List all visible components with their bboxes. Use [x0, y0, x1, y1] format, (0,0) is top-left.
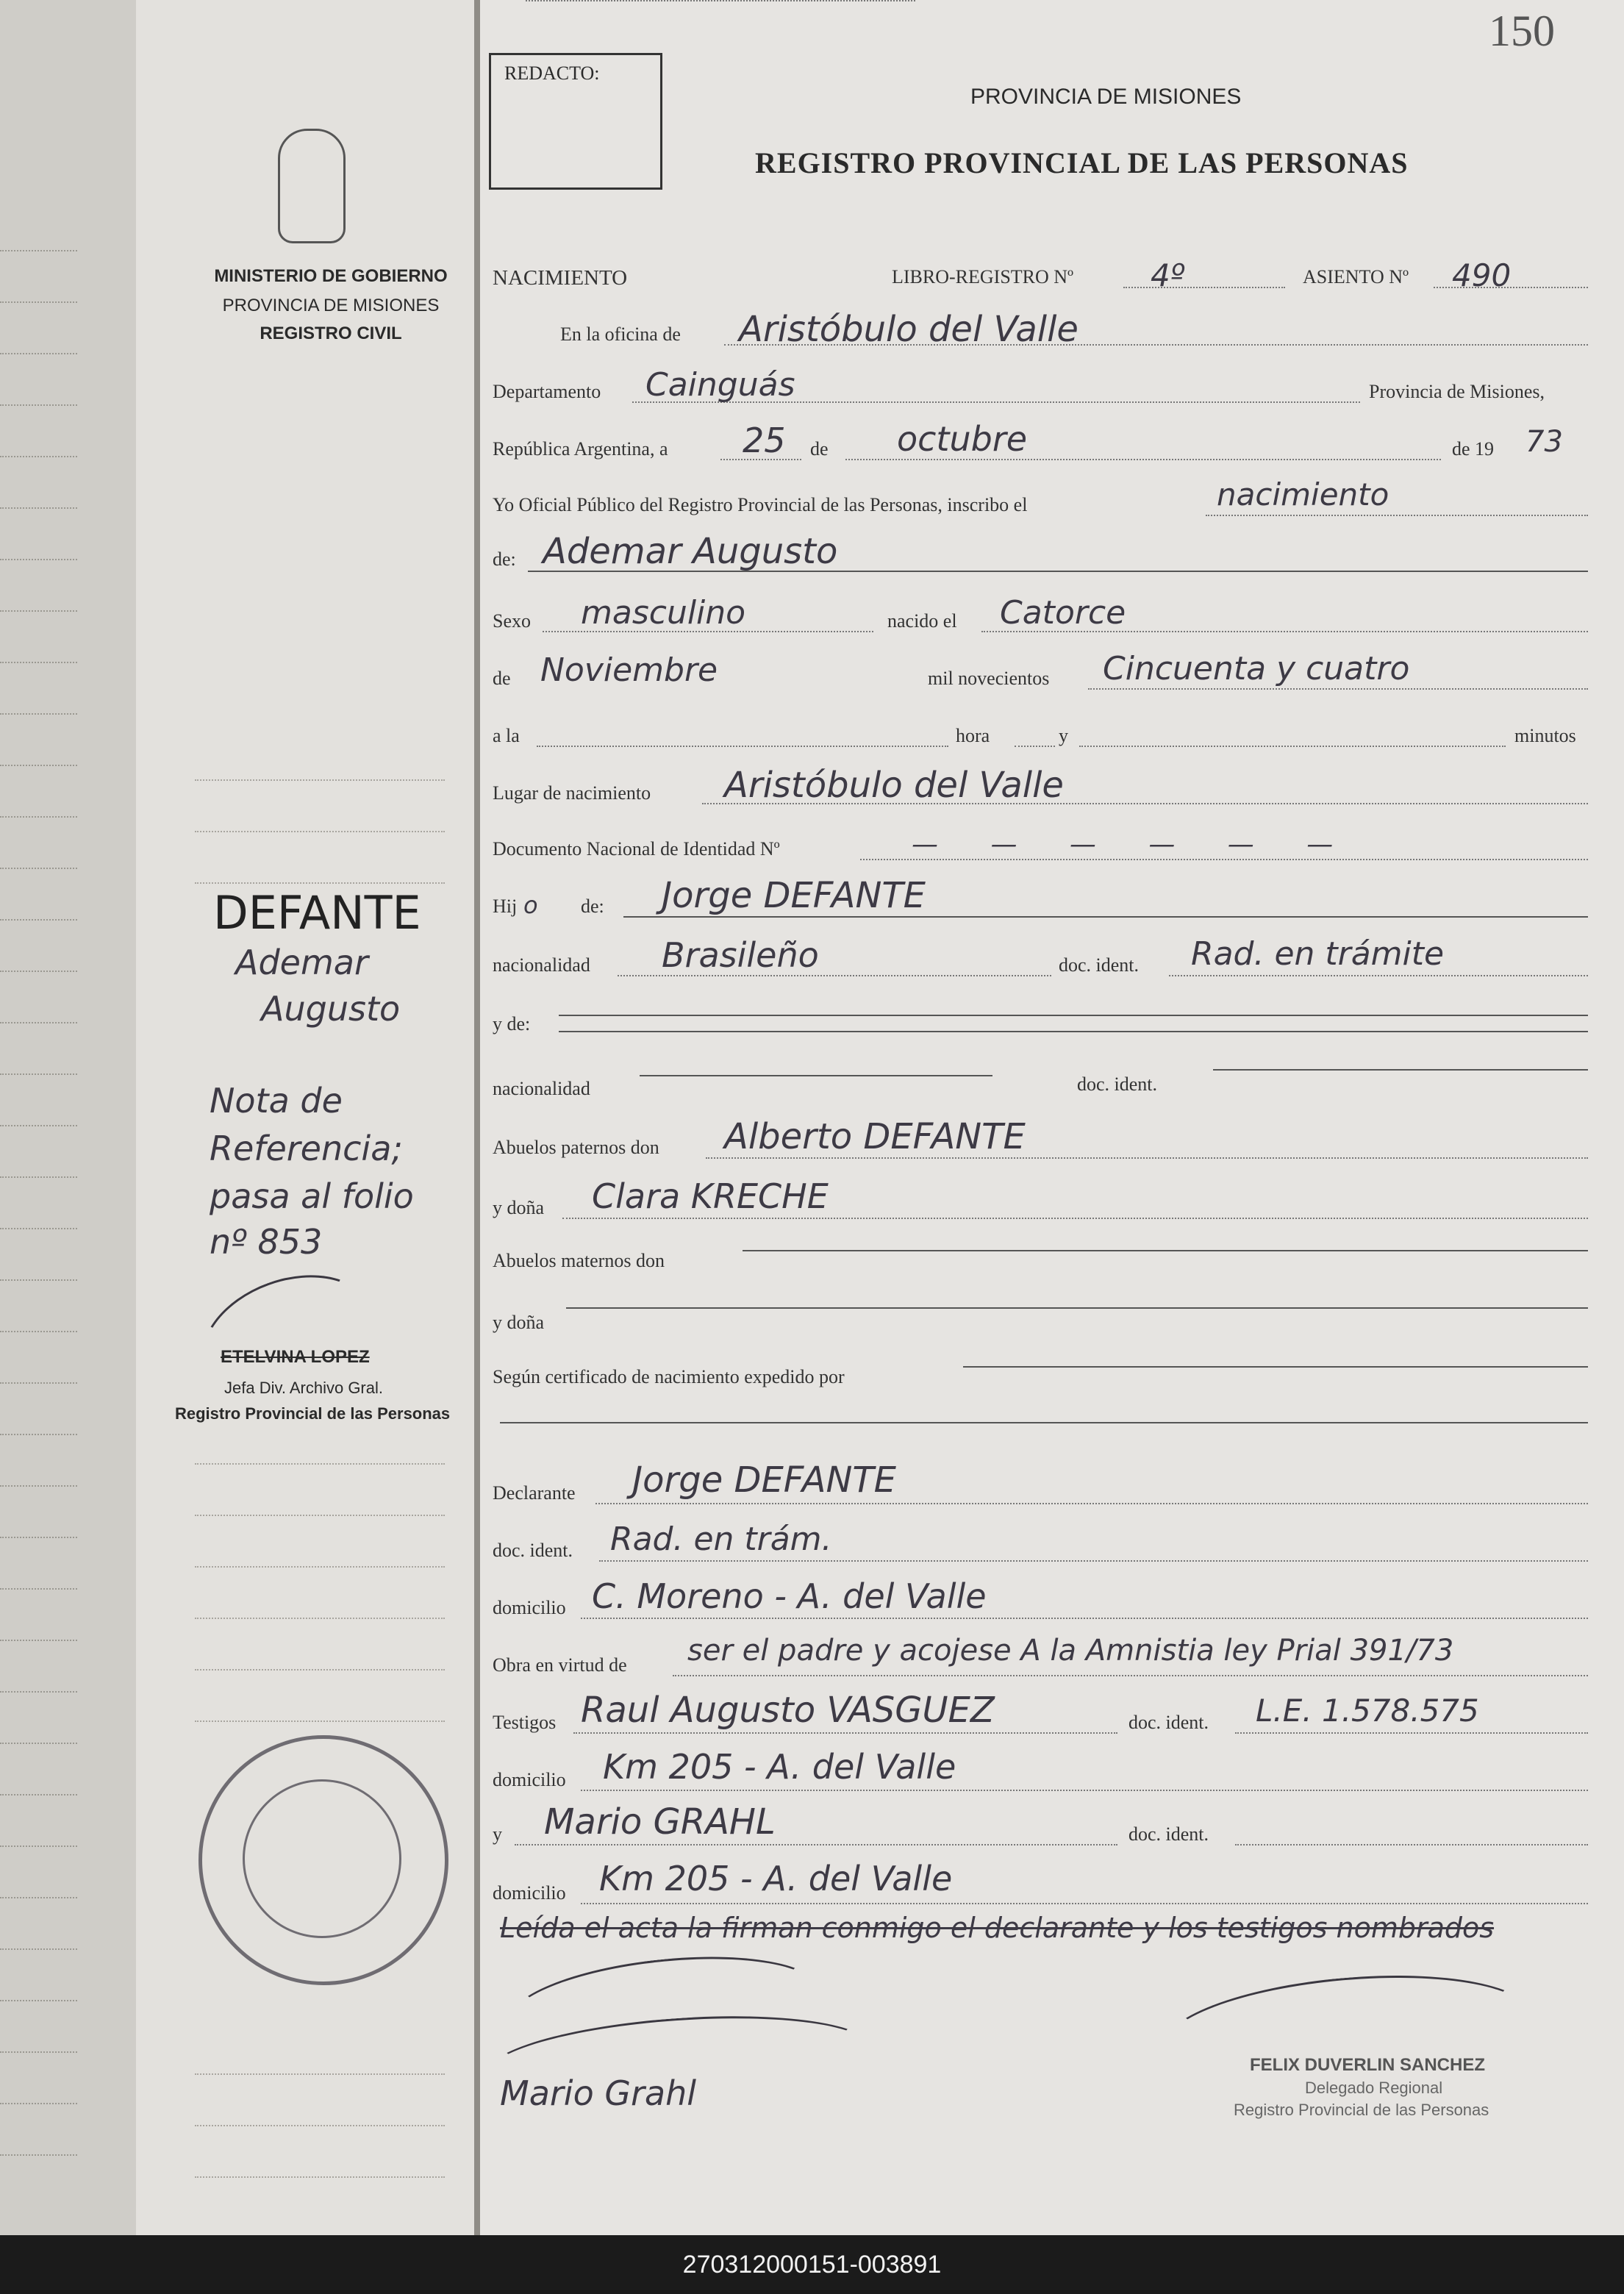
de-month-label: de: [493, 668, 511, 689]
official-office: Registro Provincial de las Personas: [1234, 2101, 1489, 2119]
header-province: PROVINCIA DE MISIONES: [970, 85, 1242, 109]
nacido-anio-value: Cincuenta y cuatro: [1103, 650, 1410, 687]
abuelos-paternos-label: Abuelos paternos don: [493, 1137, 659, 1158]
archive-signer-office: Registro Provincial de las Personas: [175, 1404, 451, 1423]
testigo2-value: Mario GRAHL: [544, 1801, 776, 1843]
testigos-label: Testigos: [493, 1712, 557, 1733]
archive-signer-name: ETELVINA LOPEZ: [221, 1347, 370, 1367]
hijo-label: Hij: [493, 896, 518, 917]
dni-value: — — — — — —: [912, 829, 1356, 860]
hora-label: hora: [956, 725, 990, 746]
official-name: FELIX DUVERLIN SANCHEZ: [1250, 2055, 1486, 2075]
minutos-label: minutos: [1514, 725, 1576, 746]
doc-ident-label-3: doc. ident.: [493, 1540, 573, 1561]
book-fold: [474, 0, 480, 2235]
oficial-label: Yo Oficial Público del Registro Provincial de las Personas, inscribo el: [493, 494, 1028, 515]
domicilio-label-1: domicilio: [493, 1597, 566, 1618]
fecha-dia-value: 25: [743, 421, 786, 460]
y-dona-label-2: y doña: [493, 1312, 545, 1333]
de-label-1: de: [810, 438, 829, 460]
testigo1-value: Raul Augusto VASGUEZ: [581, 1690, 995, 1731]
abuela-paterna-value: Clara KRECHE: [592, 1176, 829, 1216]
sexo-label: Sexo: [493, 610, 531, 632]
header-registry: REGISTRO PROVINCIAL DE LAS PERSONAS: [755, 146, 1409, 179]
domicilio-testigo1-value: Km 205 - A. del Valle: [603, 1747, 956, 1787]
testigo2-signature-text: Mario Grahl: [500, 2073, 697, 2113]
de-year-label: de 19: [1452, 438, 1495, 460]
declarante-value: Jorge DEFANTE: [632, 1459, 896, 1501]
republica-label: República Argentina, a: [493, 438, 668, 460]
cierre-text: Leída el acta la firman conmigo el declarante y los testigos nombrados: [500, 1912, 1495, 1944]
fecha-anio-value: 73: [1525, 425, 1563, 459]
folio-number: 150: [1489, 7, 1555, 55]
margin-note-line-3: pasa al folio: [210, 1176, 414, 1216]
binder-edge: [0, 0, 137, 2235]
doc-testigo1-value: L.E. 1.578.575: [1256, 1693, 1479, 1729]
ministry-registry: REGISTRO CIVIL: [260, 324, 402, 343]
doc-ident-label-1: doc. ident.: [1059, 954, 1140, 976]
nacido-mes-value: Noviembre: [540, 651, 718, 689]
departamento-label: Departamento: [493, 381, 601, 402]
nacionalidad-label-2: nacionalidad: [493, 1078, 590, 1099]
doc-ident-label-2: doc. ident.: [1077, 1073, 1158, 1095]
margin-note-line-1: Nota de: [210, 1081, 343, 1121]
document-id-footer: 270312000151-003891: [0, 2235, 1624, 2294]
y-dona-label-1: y doña: [493, 1197, 545, 1218]
segun-label: Según certificado de nacimiento expedido por: [493, 1366, 845, 1387]
lugar-value: Aristóbulo del Valle: [724, 765, 1064, 806]
dni-label: Documento Nacional de Identidad Nº: [493, 838, 780, 860]
margin-given-name-1: Ademar: [235, 943, 368, 982]
declarante-label: Declarante: [493, 1482, 576, 1504]
lugar-label: Lugar de nacimiento: [493, 782, 651, 804]
margin-given-name-2: Augusto: [261, 989, 401, 1029]
obra-label: Obra en virtud de: [493, 1654, 627, 1676]
provincial-emblem-icon: [278, 129, 346, 243]
libro-label: LIBRO-REGISTRO Nº: [892, 266, 1074, 287]
official-title: Delegado Regional: [1305, 2079, 1443, 2097]
mil-novecientos-label: mil novecientos: [928, 668, 1050, 689]
fecha-mes-value: octubre: [897, 419, 1028, 459]
y-testigo-label: y: [493, 1823, 502, 1845]
nacionalidad-label-1: nacionalidad: [493, 954, 590, 976]
hijo-de-label: de:: [581, 896, 604, 917]
y-de-label: y de:: [493, 1013, 531, 1035]
margin-note-line-2: Referencia;: [210, 1129, 403, 1168]
nacionalidad-padre-value: Brasileño: [662, 935, 819, 975]
nacimiento-label: NACIMIENTO: [493, 266, 628, 290]
hijo-suffix: o: [523, 891, 538, 919]
doc-declarante-value: Rad. en trám.: [610, 1521, 832, 1558]
abuelos-maternos-label: Abuelos maternos don: [493, 1250, 665, 1271]
ministry-province: PROVINCIA DE MISIONES: [222, 296, 440, 315]
abuelo-paterno-value: Alberto DEFANTE: [724, 1116, 1026, 1157]
asiento-label: ASIENTO Nº: [1303, 266, 1409, 287]
doc-padre-value: Rad. en trámite: [1191, 935, 1445, 973]
nacido-dia-value: Catorce: [1000, 594, 1126, 632]
acto-value: nacimiento: [1217, 476, 1389, 512]
doc-ident-label-4: doc. ident.: [1128, 1712, 1209, 1733]
provincia-misiones-label: Provincia de Misiones,: [1369, 381, 1545, 402]
registry-seal-inner-ring: [243, 1779, 401, 1938]
doc-ident-label-5: doc. ident.: [1128, 1823, 1209, 1845]
ministry-title: MINISTERIO DE GOBIERNO: [214, 266, 448, 286]
margin-surname: DEFANTE: [213, 886, 421, 940]
y-minutos-label: y: [1059, 725, 1068, 746]
sexo-value: masculino: [581, 594, 746, 632]
margin-note-line-4: nº 853: [210, 1222, 323, 1262]
domicilio-declarante-value: C. Moreno - A. del Valle: [592, 1576, 987, 1616]
oficina-value: Aristóbulo del Valle: [739, 309, 1079, 350]
libro-value: 4º: [1151, 257, 1185, 293]
domicilio-testigo2-value: Km 205 - A. del Valle: [599, 1859, 953, 1898]
obra-value: ser el padre y acojese A la Amnistia ley Prial 391/73: [687, 1634, 1454, 1668]
oficina-label: En la oficina de: [560, 324, 681, 345]
nombre-value: Ademar Augusto: [543, 531, 838, 572]
a-la-label: a la: [493, 725, 520, 746]
archive-signer-title: Jefa Div. Archivo Gral.: [224, 1379, 383, 1397]
redacto-box: [489, 53, 662, 190]
asiento-value: 490: [1452, 257, 1512, 293]
nacido-el-label: nacido el: [887, 610, 957, 632]
departamento-value: Cainguás: [645, 366, 795, 404]
domicilio-label-3: domicilio: [493, 1882, 566, 1904]
padre-value: Jorge DEFANTE: [662, 875, 926, 916]
redacto-label: REDACTO:: [504, 62, 600, 84]
nombre-label: de:: [493, 549, 516, 570]
domicilio-label-2: domicilio: [493, 1769, 566, 1790]
